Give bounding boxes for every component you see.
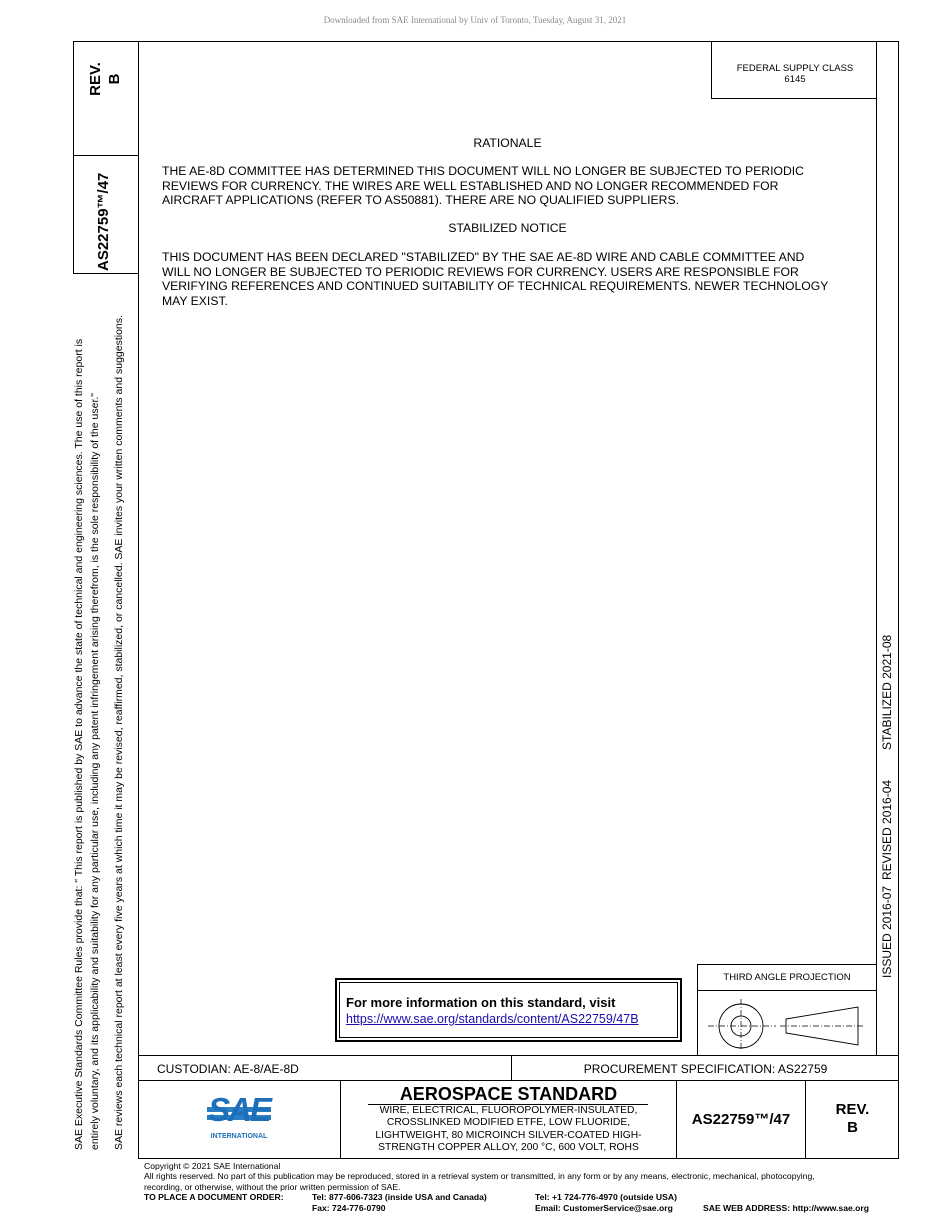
order-tel-us: Tel: 877-606-7323 (inside USA and Canada) [312, 1192, 487, 1202]
issued-date: ISSUED 2016-07 [880, 885, 894, 978]
fsc-box-bottom [711, 98, 877, 99]
revision-label: REV. [835, 1101, 870, 1118]
order-fax: Fax: 724-776-0790 [312, 1203, 386, 1213]
rev-tab [86, 39, 124, 119]
custodian-row-bottom [138, 1080, 899, 1081]
left-margin-line1: SAE Executive Standards Committee Rules provide that: " This report is published by SAE to advance the state of technical and engineering sciences. The use of this report is [73, 338, 85, 1150]
left-margin-line2: entirely voluntary, and its applicability and suitability for any particular use, including any patent infringement arising therefrom, is the sole responsibility of the user." [89, 392, 101, 1150]
stabilized-line: MAY EXIST. [162, 293, 228, 308]
title-line: WIRE, ELECTRICAL, FLUOROPOLYMER-INSULATED, [379, 1105, 638, 1116]
sae-logo-sub: INTERNATIONAL [210, 1133, 268, 1140]
rationale-line: REVIEWS FOR CURRENCY. THE WIRES ARE WELL ESTABLISHED AND NO LONGER RECOMMENDED FOR [162, 178, 779, 193]
third-angle-projection-icon [698, 991, 876, 1055]
document-title [341, 1105, 676, 1155]
order-email[interactable]: Email: CustomerService@sae.org [535, 1203, 673, 1213]
document-type-title: AEROSPACE STANDARD [399, 1084, 618, 1104]
custodian: CUSTODIAN: AE-8/AE-8D [157, 1062, 299, 1076]
rationale-heading: RATIONALE [473, 136, 542, 150]
rationale-line: THE AE-8D COMMITTEE HAS DETERMINED THIS DOCUMENT WILL NO LONGER BE SUBJECTED TO PERIODIC [162, 164, 804, 178]
stabilized-date: STABILIZED 2021-08 [880, 634, 894, 750]
frame-bottom [138, 1158, 899, 1159]
revision-block [806, 1101, 899, 1137]
order-tel-intl: Tel: +1 724-776-4970 (outside USA) [535, 1192, 677, 1202]
stabilized-heading: STABILIZED NOTICE [448, 221, 567, 235]
standard-link[interactable]: https://www.sae.org/standards/content/AS22759/47B [346, 1012, 639, 1026]
document-number: AS22759™/47 [691, 1111, 791, 1128]
fsc-line1: FEDERAL SUPPLY CLASS [736, 63, 854, 74]
left-margin-line3: SAE reviews each technical report at least every five years at which time it may be revised, reaffirmed, stabilized, or cancelled. SAE invites your written comments and suggestions. [113, 315, 125, 1150]
title-line: CROSSLINKED MODIFIED ETFE, LOW FLUORIDE, [386, 1117, 631, 1129]
frame-right [898, 41, 899, 1159]
rights-line-2: recording, or otherwise, without the prior written permission of SAE. [144, 1181, 401, 1192]
revised-date: REVISED 2016-04 [880, 779, 894, 880]
rev-tab-label: REV. [87, 62, 104, 96]
frame-left [138, 41, 139, 1159]
doc-number-tab: AS22759™/47 [95, 172, 112, 271]
frame-tab-bottom [73, 273, 139, 274]
sae-logo-letters: SAE [208, 1091, 270, 1128]
copyright-line: Copyright © 2021 SAE International [144, 1161, 281, 1171]
sae-web-address[interactable]: SAE WEB ADDRESS: http://www.sae.org [703, 1203, 869, 1213]
title-line: LIGHTWEIGHT, 80 MICROINCH SILVER-COATED HIGH- [375, 1129, 642, 1141]
sae-logo [139, 1082, 340, 1158]
federal-supply-class [712, 63, 878, 85]
right-column-divider [876, 41, 877, 1056]
custodian-row-top [138, 1055, 899, 1056]
copyright-footer [144, 1161, 894, 1192]
rev-tab-value: B [106, 73, 123, 85]
stabilized-text [162, 250, 874, 308]
fsc-line2: 6145 [784, 74, 806, 85]
frame-tab-divider [73, 155, 139, 156]
download-notice: Downloaded from SAE International by Univ of Toronto, Tuesday, August 31, 2021 [323, 15, 627, 25]
projection-label: THIRD ANGLE PROJECTION [723, 972, 851, 983]
rationale-text [162, 164, 874, 208]
stabilized-line: THIS DOCUMENT HAS BEEN DECLARED "STABILIZED" BY THE SAE AE-8D WIRE AND CABLE COMMITTEE AND [162, 250, 805, 264]
stabilized-line: WILL NO LONGER BE SUBJECTED TO PERIODIC REVIEWS FOR CURRENCY. USERS ARE RESPONSIBLE FOR [162, 264, 799, 279]
order-label: TO PLACE A DOCUMENT ORDER: [144, 1192, 284, 1202]
revision-value: B [847, 1119, 858, 1136]
frame-left-tab [73, 41, 74, 274]
rationale-line: AIRCRAFT APPLICATIONS (REFER TO AS50881). THERE ARE NO QUALIFIED SUPPLIERS. [162, 193, 679, 207]
title-line: STRENGTH COPPER ALLOY, 200 °C, 600 VOLT, ROHS [378, 1142, 639, 1154]
stabilized-line: VERIFYING REFERENCES AND CONTINUED SUITABILITY OF TECHNICAL REQUIREMENTS. NEWER TECHNOLOGY [162, 279, 829, 293]
rights-line: All rights reserved. No part of this publication may be reproduced, stored in a retrieval system or transmitted, in any form or by any means, electronic, mechanical, photocopying, [144, 1171, 815, 1182]
more-info-box [335, 978, 682, 1042]
procurement-specification: PROCUREMENT SPECIFICATION: AS22759 [583, 1062, 828, 1076]
frame-top [73, 41, 899, 42]
more-info-text: For more information on this standard, visit [346, 995, 616, 1010]
projection-box-top [697, 964, 877, 965]
